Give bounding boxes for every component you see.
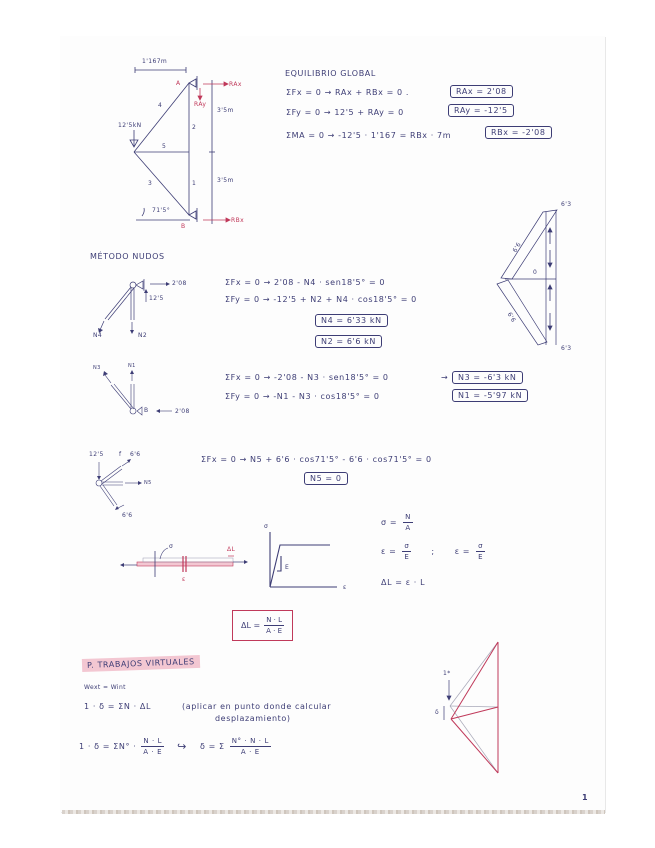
denominator: A [405,524,411,532]
formula-lhs: ε = [454,547,471,556]
virtual-work-line: Wext = Wint [84,684,126,691]
numerator: σ [478,542,484,550]
numerator: σ [404,542,410,550]
formula-lhs: ΔL = [241,621,261,630]
result-box: N4 = 6'33 kN [315,314,388,327]
result-box: RAy = -12'5 [448,104,514,117]
formula-lhs: ε = [381,547,397,556]
equation: ΣFx = 0 → RAx + RBx = 0 . [286,88,410,97]
section-title-virtual-work: P. TRABAJOS VIRTUALES [82,655,200,672]
arrow-icon: ↪ [177,740,187,753]
page-edge [62,810,605,814]
equation: ΣFy = 0 → 12'5 + RAy = 0 [286,108,404,117]
member-label: 4 [158,102,163,109]
reaction-ay-label: RAy [194,101,207,108]
angle-label: 71'5° [152,207,171,214]
denominator: E [404,553,410,561]
formula-lhs: σ = [381,518,398,527]
result-box: RBx = -2'08 [485,126,552,139]
fraction [230,736,271,757]
equation: ΣFy = 0 → -N1 - N3 · cos18'5° = 0 [225,392,380,401]
fraction [264,615,284,636]
result-box: N3 = -6'3 kN [452,371,523,384]
reaction-bx-label: RBx [231,217,245,224]
node-b-label: B [181,223,186,230]
force-label: 6'6 [130,451,141,458]
member-label: 5 [162,143,167,150]
virtual-work-formula [79,736,271,757]
force-label: N4 [93,332,103,339]
result-box: N1 = -5'97 kN [452,389,528,402]
virtual-work-line: 1 · δ = ΣN · ΔL [84,702,151,711]
result-box: N5 = 0 [304,472,348,485]
force-label: f [119,451,122,458]
epsilon-label: ε [182,576,186,583]
force-label: 6'3 [561,201,572,208]
height-lower-label: 3'5m [217,177,234,184]
numerator: N · L [266,616,282,624]
page-number: 1 [582,793,589,802]
section-title-method-joints: MÉTODO NUDOS [90,252,165,261]
equation: ΣFx = 0 → N5 + 6'6 · cos71'5° - 6'6 · cos71'5° = 0 [201,455,432,464]
force-label: N2 [138,332,148,339]
fraction [402,541,411,562]
force-label: 6'6 [511,241,523,254]
denominator: A · E [240,748,260,756]
denominator: A · E [143,748,163,756]
dimension-label: 1'167m [142,58,168,65]
plot-slope-label: E [285,564,290,571]
node-b-label: B [144,407,149,414]
plot-y-axis-label: σ [264,523,269,530]
separator: ; [431,547,435,556]
force-label: 2'08 [172,280,187,287]
reaction-ax-label: RAx [229,81,242,88]
force-label: 0 [533,269,538,276]
load-label: 12'5kN [118,122,142,129]
member-label: 2 [192,124,197,131]
numerator: N° · N · L [231,737,269,745]
unit-load-label: 1* [443,670,451,677]
formula-lhs: 1 · δ = ΣN° · [79,742,137,751]
result-box: N2 = 6'6 kN [315,335,382,348]
fraction [403,512,413,533]
formula-sigma [381,512,413,533]
equation: ΣFx = 0 → -2'08 - N3 · sen18'5° = 0 [225,373,389,382]
arrow: → [441,373,449,382]
sigma-label: σ [169,543,174,550]
denominator: E [478,553,484,561]
force-label: N3 [93,365,101,371]
force-label: 6'3 [561,345,572,352]
force-label: 12'5 [89,451,104,458]
plot-x-axis-label: ε [343,584,347,591]
section-title-global-equilibrium: EQUILIBRIO GLOBAL [285,69,376,78]
delta-label: δ [435,709,440,716]
fraction [141,736,164,757]
equation: ΣMA = 0 → -12'5 · 1'167 = RBx · 7m [286,131,452,140]
formula-epsilon [381,541,485,562]
denominator: A · E [266,627,283,635]
numerator: N · L [143,737,163,745]
deformed-truss-diagram [0,0,1,1]
result-box: RAx = 2'08 [450,85,513,98]
formula-lhs: δ = Σ [199,742,225,751]
force-label: 2'08 [175,408,190,415]
height-upper-label: 3'5m [217,107,234,114]
equation: ΣFx = 0 → 2'08 - N4 · sen18'5° = 0 [225,278,386,287]
fraction [476,541,485,562]
force-label: 6'6 [122,512,133,519]
force-label: 6'6 [505,311,517,324]
member-label: 3 [148,180,153,187]
virtual-work-note: desplazamiento) [215,714,291,723]
node-a-label: A [176,80,181,87]
member-label: 1 [192,180,197,187]
formula-delta-l: ΔL = ε · L [381,578,426,587]
delta-l-label: ΔL [227,546,236,553]
boxed-formula-delta-l [232,610,293,641]
equation: ΣFy = 0 → -12'5 + N2 + N4 · cos18'5° = 0 [225,295,417,304]
force-label: N5 [144,480,152,486]
numerator: N [405,513,411,521]
force-label: 12'5 [149,295,164,302]
virtual-work-note: (aplicar en punto donde calcular [182,702,332,711]
force-label: N1 [128,363,136,369]
